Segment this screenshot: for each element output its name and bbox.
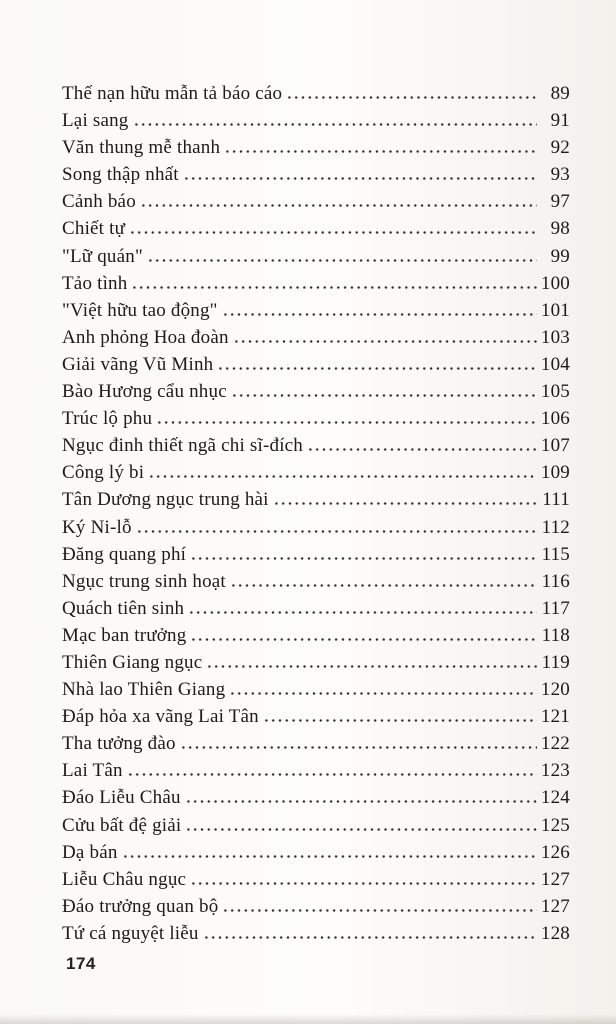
- toc-entry-title: Anh phỏng Hoa đoàn: [62, 326, 229, 348]
- dotted-leader: [136, 530, 537, 533]
- toc-entry: [62, 297, 570, 324]
- toc-entry: [62, 893, 570, 920]
- toc-entry: [62, 676, 570, 703]
- toc-entry-title: Đáo Liễu Châu: [62, 787, 181, 809]
- toc-entry-page: 122: [540, 733, 570, 755]
- dotted-leader: [127, 773, 537, 776]
- dotted-leader: [217, 367, 537, 370]
- toc-entry-title: Tân Dương ngục trung hài: [62, 489, 269, 511]
- toc-entry-title: Quách tiên sinh: [62, 597, 185, 619]
- toc-entry-page: 112: [541, 516, 570, 538]
- toc-entry: [62, 486, 570, 513]
- dotted-leader: [188, 611, 537, 614]
- toc-entry-title: Nhà lao Thiên Giang: [62, 679, 226, 701]
- toc-entry: [62, 134, 570, 161]
- toc-entry-title: Trúc lộ phu: [62, 408, 153, 430]
- toc-entry-title: Dạ bán: [62, 841, 118, 863]
- toc-entry: [62, 649, 570, 676]
- toc-entry-title: Mạc ban trưởng: [62, 624, 187, 646]
- toc-entry-page: 103: [540, 326, 570, 348]
- toc-entry: [62, 243, 570, 270]
- toc-entry-page: 89: [550, 83, 570, 104]
- toc-entry-title: Ngục trung sinh hoạt: [62, 570, 226, 592]
- toc-entry: [62, 622, 570, 649]
- toc-entry: [62, 459, 570, 486]
- toc-entry-page: 125: [540, 814, 570, 836]
- toc-entry-page: 109: [540, 462, 570, 484]
- toc-entry-page: 104: [540, 353, 570, 375]
- toc-entry: [62, 595, 570, 622]
- toc-entry-title: "Lữ quán": [62, 245, 143, 267]
- toc-entry-page: 117: [541, 597, 570, 619]
- toc-entry-page: 106: [540, 408, 570, 430]
- toc-entry-title: Bào Hương cẩu nhục: [62, 381, 227, 403]
- toc-entry-page: 127: [540, 868, 570, 890]
- dotted-leader: [185, 828, 537, 831]
- dotted-leader: [286, 96, 537, 99]
- toc-entry: [62, 107, 570, 134]
- toc-entry: [62, 541, 570, 568]
- dotted-leader: [224, 150, 537, 153]
- dotted-leader: [231, 394, 537, 397]
- toc-entry-page: 91: [550, 110, 570, 132]
- toc-entry: [62, 920, 570, 947]
- toc-entry-title: Đáp hỏa xa vãng Lai Tân: [62, 706, 259, 728]
- dotted-leader: [180, 746, 537, 749]
- dotted-leader: [148, 475, 537, 478]
- dotted-leader: [307, 448, 537, 451]
- dotted-leader: [129, 231, 537, 234]
- toc-entry: [62, 812, 570, 839]
- folio-page-number: 174: [66, 954, 96, 973]
- toc-entry-page: 128: [540, 922, 570, 944]
- toc-entry: [62, 188, 570, 215]
- toc-entry: [62, 839, 570, 866]
- toc-entry-page: 116: [541, 570, 570, 592]
- toc-entry: [62, 784, 570, 811]
- toc-entry-page: 118: [541, 624, 570, 646]
- toc-entry-page: 121: [540, 706, 570, 728]
- dotted-leader: [156, 421, 537, 424]
- toc-entry: [62, 703, 570, 730]
- toc-entry: [62, 568, 570, 595]
- toc-entry-title: Tha tưởng đào: [62, 733, 176, 755]
- toc-entry-title: "Việt hữu tao động": [62, 299, 218, 321]
- toc-entry-title: Ký Ni-lỗ: [62, 516, 132, 538]
- toc-entry: [62, 405, 570, 432]
- toc-entry-page: 99: [550, 245, 570, 267]
- dotted-leader: [190, 638, 537, 641]
- toc-entry-title: Đáo trưởng quan bộ: [62, 895, 219, 917]
- dotted-leader: [273, 502, 537, 505]
- toc-entry-title: Ngục đinh thiết ngã chi sĩ-đích: [62, 435, 304, 457]
- dotted-leader: [222, 313, 537, 316]
- dotted-leader: [140, 204, 537, 207]
- dotted-leader: [230, 584, 537, 587]
- dotted-leader: [190, 557, 537, 560]
- dotted-leader: [147, 259, 537, 262]
- dotted-leader: [122, 855, 537, 858]
- toc-entry-title: Giải vãng Vũ Minh: [62, 353, 214, 375]
- toc-entry-title: Văn thung mễ thanh: [62, 137, 221, 159]
- toc-entry: [62, 757, 570, 784]
- dotted-leader: [190, 882, 537, 885]
- toc-entry-page: 126: [540, 841, 570, 863]
- scan-artifact: [0, 1014, 616, 1024]
- toc-entry-page: 127: [540, 895, 570, 917]
- toc-entry-title: Song thập nhất: [62, 164, 179, 186]
- dotted-leader: [229, 692, 537, 695]
- toc-entry-title: Lại sang: [62, 110, 129, 132]
- toc-entry: [62, 215, 570, 242]
- toc-entry-title: Cảnh báo: [62, 191, 136, 213]
- dotted-leader: [131, 286, 537, 289]
- toc-entry: [62, 514, 570, 541]
- toc-entry: [62, 378, 570, 405]
- toc-entry-title: Tứ cá nguyệt liễu: [62, 922, 199, 944]
- toc-entry-title: Thiên Giang ngục: [62, 651, 203, 673]
- dotted-leader: [183, 177, 537, 180]
- toc-entry-page: 100: [540, 272, 570, 294]
- toc-entry-title: Đăng quang phí: [62, 543, 187, 565]
- toc-entry-page: 123: [540, 760, 570, 782]
- toc-entry-page: 92: [550, 137, 570, 159]
- toc-entry: [62, 270, 570, 297]
- dotted-leader: [263, 719, 537, 722]
- toc-entry-page: 115: [541, 543, 570, 565]
- toc-entry: [62, 80, 570, 107]
- toc-entry: [62, 161, 570, 188]
- toc-entry: [62, 351, 570, 378]
- toc-entry-page: 105: [540, 381, 570, 403]
- toc-entry: [62, 730, 570, 757]
- dotted-leader: [222, 909, 537, 912]
- toc-entry-page: 124: [540, 787, 570, 809]
- toc-entry: [62, 432, 570, 459]
- dotted-leader: [206, 665, 537, 668]
- toc-entry-page: 107: [540, 435, 570, 457]
- toc-entry-page: 98: [550, 218, 570, 240]
- toc-entry-title: Công lý bi: [62, 462, 145, 484]
- toc-entry-page: 101: [540, 299, 570, 321]
- toc-entry: [62, 866, 570, 893]
- toc-entry-page: 97: [550, 191, 570, 213]
- dotted-leader: [203, 936, 537, 939]
- dotted-leader: [233, 340, 537, 343]
- toc-entry-title: Lai Tân: [62, 760, 123, 782]
- toc-entry-page: 93: [550, 164, 570, 186]
- toc-entry-title: Chiết tự: [62, 218, 126, 240]
- toc-entry-title: Thế nạn hữu mẫn tả báo cáo: [62, 83, 283, 104]
- toc-entry-title: Tảo tình: [62, 272, 128, 294]
- toc-entry: [62, 324, 570, 351]
- dotted-leader: [133, 123, 538, 126]
- toc-entry-title: Cửu bất đệ giải: [62, 814, 182, 836]
- dotted-leader: [185, 800, 537, 803]
- toc-entry-page: 111: [542, 489, 570, 511]
- toc-entry-title: Liễu Châu ngục: [62, 868, 187, 890]
- toc-entry-page: 119: [541, 651, 570, 673]
- toc-entry-page: 120: [540, 679, 570, 701]
